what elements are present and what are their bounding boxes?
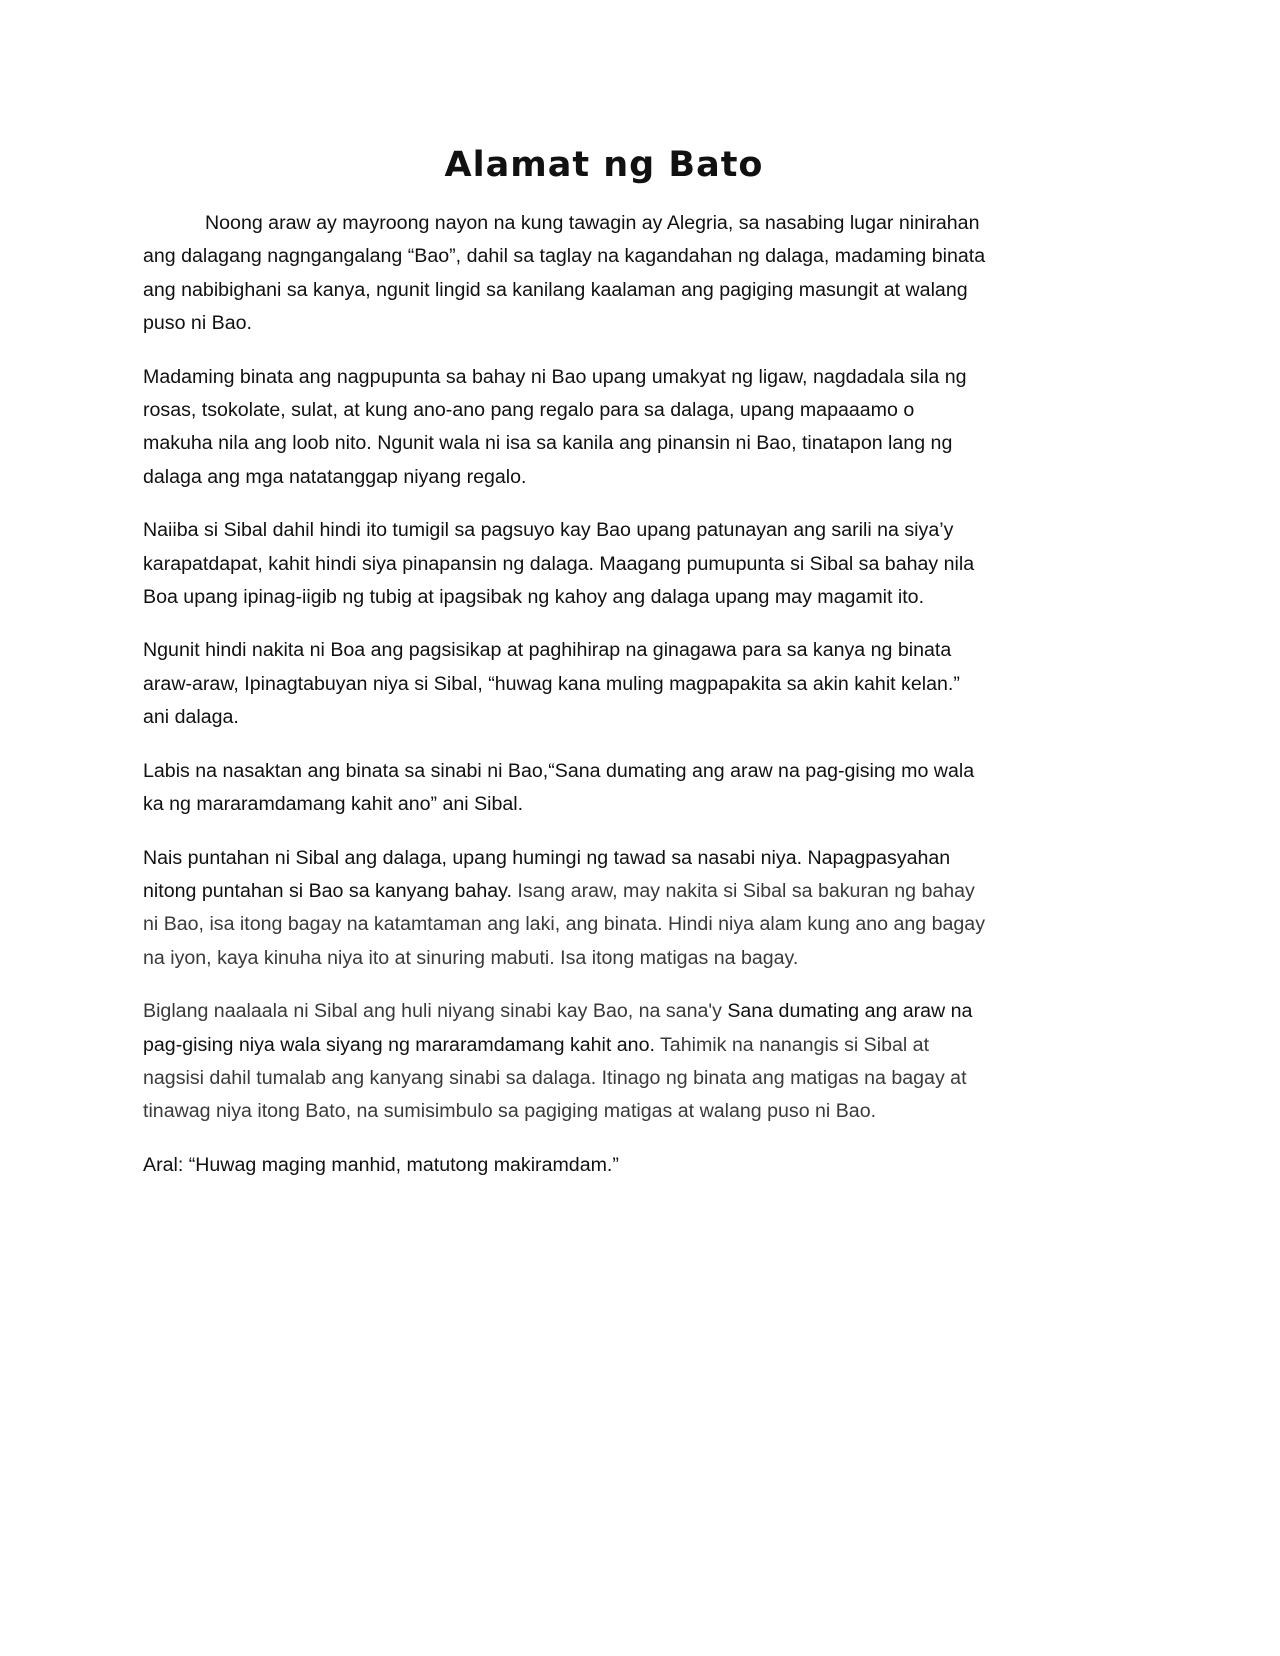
text-line — [143, 361, 1065, 394]
text-segment: Tahimik na nanangis si Sibal at — [654, 1033, 930, 1056]
text-segment: araw-araw, Ipinagtabuyan niya si Sibal, “huwag kana muling magpapakita sa akin kahit kelan.” — [143, 672, 960, 695]
paragraph — [143, 634, 1065, 734]
text-line — [143, 274, 1065, 307]
text-line — [143, 788, 1065, 821]
text-line — [143, 240, 1065, 273]
document-page — [143, 145, 1065, 1202]
document-body — [143, 207, 1065, 1182]
text-line — [143, 307, 1065, 340]
text-line — [143, 394, 1065, 427]
text-line — [143, 207, 1065, 240]
text-line — [143, 427, 1065, 460]
text-line — [143, 1029, 1065, 1062]
document-title: Alamat ng Bato — [444, 145, 764, 185]
text-segment: Naiiba si Sibal dahil hindi ito tumigil sa pagsuyo kay Bao upang patunayan ang sarili na siya’y — [143, 519, 954, 542]
text-segment: na iyon, kaya kinuha niya ito at sinuring mabuti. Isa itong matigas na bagay. — [143, 946, 799, 969]
text-segment: ni Bao, isa itong bagay na katamtaman ang laki, ang binata. Hindi niya alam kung ano ang bagay — [143, 913, 986, 936]
paragraph — [143, 842, 1065, 976]
paragraph — [143, 361, 1065, 495]
text-segment: Nais puntahan ni Sibal ang dalaga, upang humingi ng tawad sa nasabi niya. Napagpasyahan — [143, 846, 951, 869]
text-segment: nitong puntahan si Bao sa kanyang bahay. — [143, 879, 512, 902]
text-segment: Boa upang ipinag-iigib ng tubig at ipagsibak ng kahoy ang dalaga upang may magamit ito. — [143, 586, 925, 609]
text-line — [143, 995, 1065, 1028]
text-segment: Noong araw ay mayroong nayon na kung tawagin ay Alegria, sa nasabing lugar ninirahan — [205, 212, 980, 234]
text-line — [143, 1095, 1065, 1128]
text-segment: Labis na nasaktan ang binata sa sinabi ni Bao,“Sana dumating ang araw na pag-gising mo wala — [143, 759, 975, 782]
text-line — [143, 461, 1065, 494]
paragraph — [143, 207, 1065, 341]
text-segment: makuha nila ang loob nito. Ngunit wala ni isa sa kanila ang pinansin ni Bao, tinatapon lang ng — [143, 432, 953, 455]
text-line — [143, 842, 1065, 875]
text-segment: puso ni Bao. — [143, 312, 252, 335]
text-line — [143, 875, 1065, 908]
text-line — [143, 701, 1065, 734]
text-segment: pag-gising niya wala siyang ng mararamdamang kahit ano. — [143, 1033, 655, 1056]
text-line — [143, 668, 1065, 701]
text-segment: Isang araw, may nakita si Sibal sa bakuran ng bahay — [511, 879, 975, 902]
text-segment: ka ng mararamdamang kahit ano” ani Sibal. — [143, 793, 524, 816]
text-segment: ani dalaga. — [143, 706, 239, 729]
text-line — [143, 634, 1065, 667]
text-line — [143, 581, 1065, 614]
text-segment: rosas, tsokolate, sulat, at kung ano-ano pang regalo para sa dalaga, upang mapaaamo o — [143, 399, 915, 422]
text-segment: nagsisi dahil tumalab ang kanyang sinabi sa dalaga. Itinago ng binata ang matigas na bagay at — [143, 1066, 967, 1089]
text-segment: ang nabibighani sa kanya, ngunit lingid sa kanilang kaalaman ang pagiging masungit at walang — [143, 278, 968, 301]
text-segment: Madaming binata ang nagpupunta sa bahay ni Bao upang umakyat ng ligaw, nagdadala sila ng — [143, 365, 967, 388]
text-segment: Biglang naalaala ni Sibal ang huli niyang sinabi kay Bao, na sana'y — [143, 1000, 728, 1023]
paragraph — [143, 1149, 1065, 1182]
text-line — [143, 548, 1065, 581]
text-segment: tinawag niya itong Bato, na sumisimbulo sa pagiging matigas at walang puso ni Bao. — [143, 1100, 877, 1123]
text-segment: ang dalagang nagngangalang “Bao”, dahil sa taglay na kagandahan ng dalaga, madaming binata — [143, 245, 986, 268]
text-line — [143, 755, 1065, 788]
text-line — [143, 942, 1065, 975]
text-segment: Ngunit hindi nakita ni Boa ang pagsisikap at paghihirap na ginagawa para sa kanya ng binata — [143, 639, 952, 662]
text-segment: Aral: “Huwag maging manhid, matutong makiramdam.” — [143, 1153, 619, 1176]
text-line — [143, 908, 1065, 941]
text-line — [143, 514, 1065, 547]
text-line — [143, 1062, 1065, 1095]
text-segment: Sana dumating ang araw na — [727, 1000, 973, 1023]
text-segment: dalaga ang mga natatanggap niyang regalo. — [143, 465, 527, 488]
paragraph — [143, 755, 1065, 822]
text-line — [143, 1149, 1065, 1182]
paragraph — [143, 514, 1065, 614]
text-segment: karapatdapat, kahit hindi siya pinapansin ng dalaga. Maagang pumupunta si Sibal sa bahay nila — [143, 552, 975, 575]
paragraph — [143, 995, 1065, 1129]
